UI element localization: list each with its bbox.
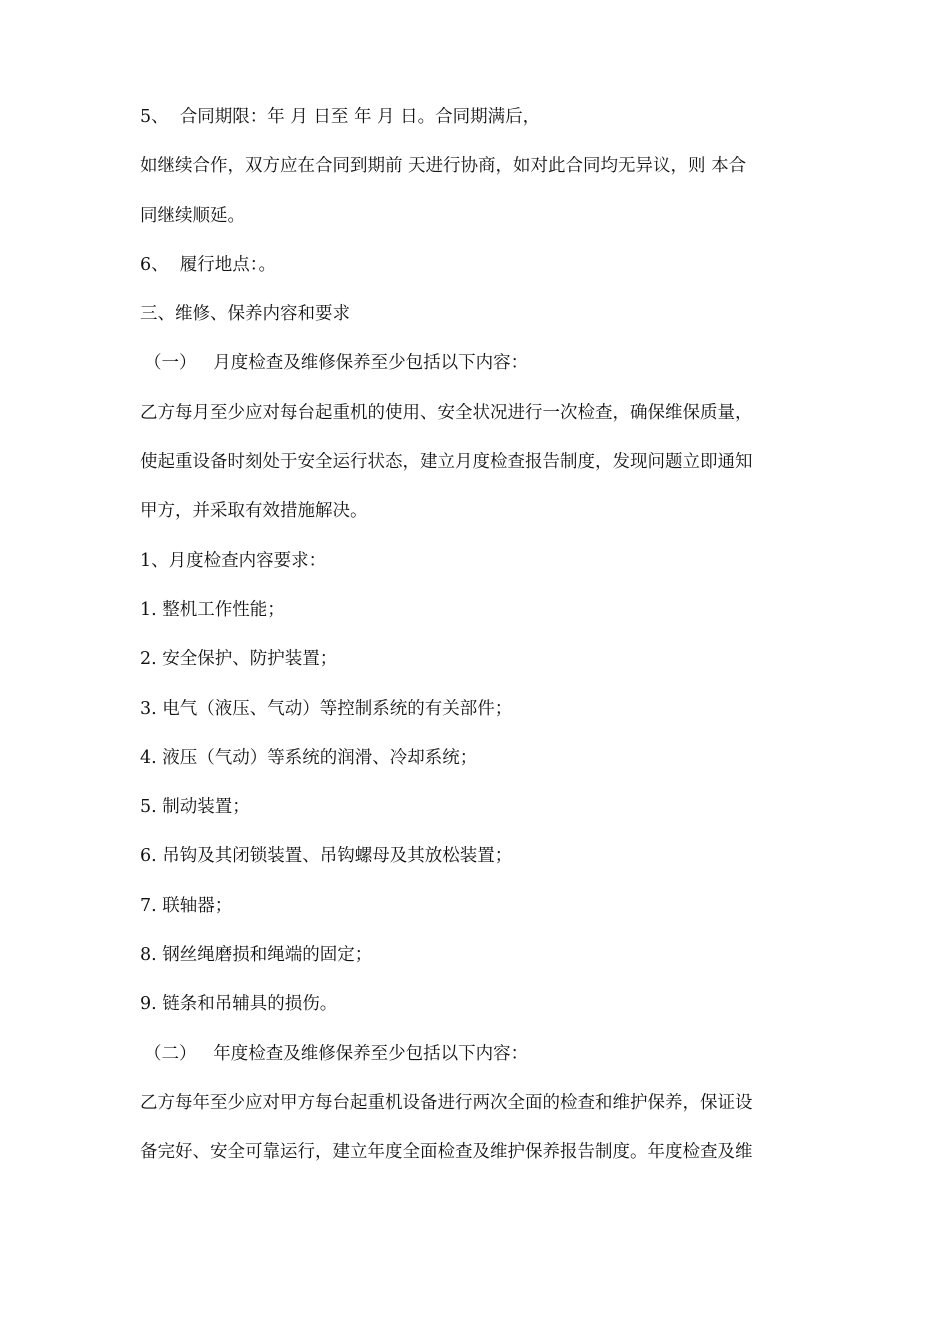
list-item: 2. 安全保护、防护装置； [140,649,338,670]
list-heading: 1、月度检查内容要求： [140,550,327,571]
performance-location-line: 6、 履行地点：。 [140,254,277,275]
subsection-heading-monthly: （一） 月度检查及维修保养至少包括以下内容： [144,353,529,374]
list-item: 8. 钢丝绳磨损和绳端的固定； [140,945,373,966]
renewal-text-line: 同继续顺延。 [140,205,245,226]
list-item: 7. 联轴器； [140,895,233,916]
paragraph-line: 备完好、安全可靠运行，建立年度全面检查及维护保养报告制度。年度检查及维 [140,1142,753,1163]
paragraph-line: 乙方每年至少应对甲方每台起重机设备进行两次全面的检查和维护保养，保证设 [140,1092,753,1113]
contract-term-line: 5、 合同期限：年 月 日至 年 月 日。合同期满后， [140,107,541,127]
document-body [140,101,820,1186]
list-item: 5. 制动装置； [140,797,250,818]
renewal-text-line: 如继续合作，双方应在合同到期前 天进行协商，如对此合同均无异议，则 本合 [140,156,747,177]
list-item: 6. 吊钩及其闭锁装置、吊钩螺母及其放松装置； [140,846,513,867]
subsection-heading-annual: （二） 年度检查及维修保养至少包括以下内容： [144,1043,529,1064]
section-heading: 三、维修、保养内容和要求 [140,304,350,325]
list-item: 9. 链条和吊辅具的损伤。 [140,994,338,1015]
list-item: 3. 电气（液压、气动）等控制系统的有关部件； [140,698,513,719]
paragraph-line: 甲方，并采取有效措施解决。 [140,501,368,522]
list-item: 4. 液压（气动）等系统的润滑、冷却系统； [140,747,478,768]
paragraph-line: 使起重设备时刻处于安全运行状态，建立月度检查报告制度，发现问题立即通知 [140,452,753,473]
list-item: 1. 整机工作性能； [140,599,285,620]
paragraph-line: 乙方每月至少应对每台起重机的使用、安全状况进行一次检查，确保维保质量， [140,402,753,423]
